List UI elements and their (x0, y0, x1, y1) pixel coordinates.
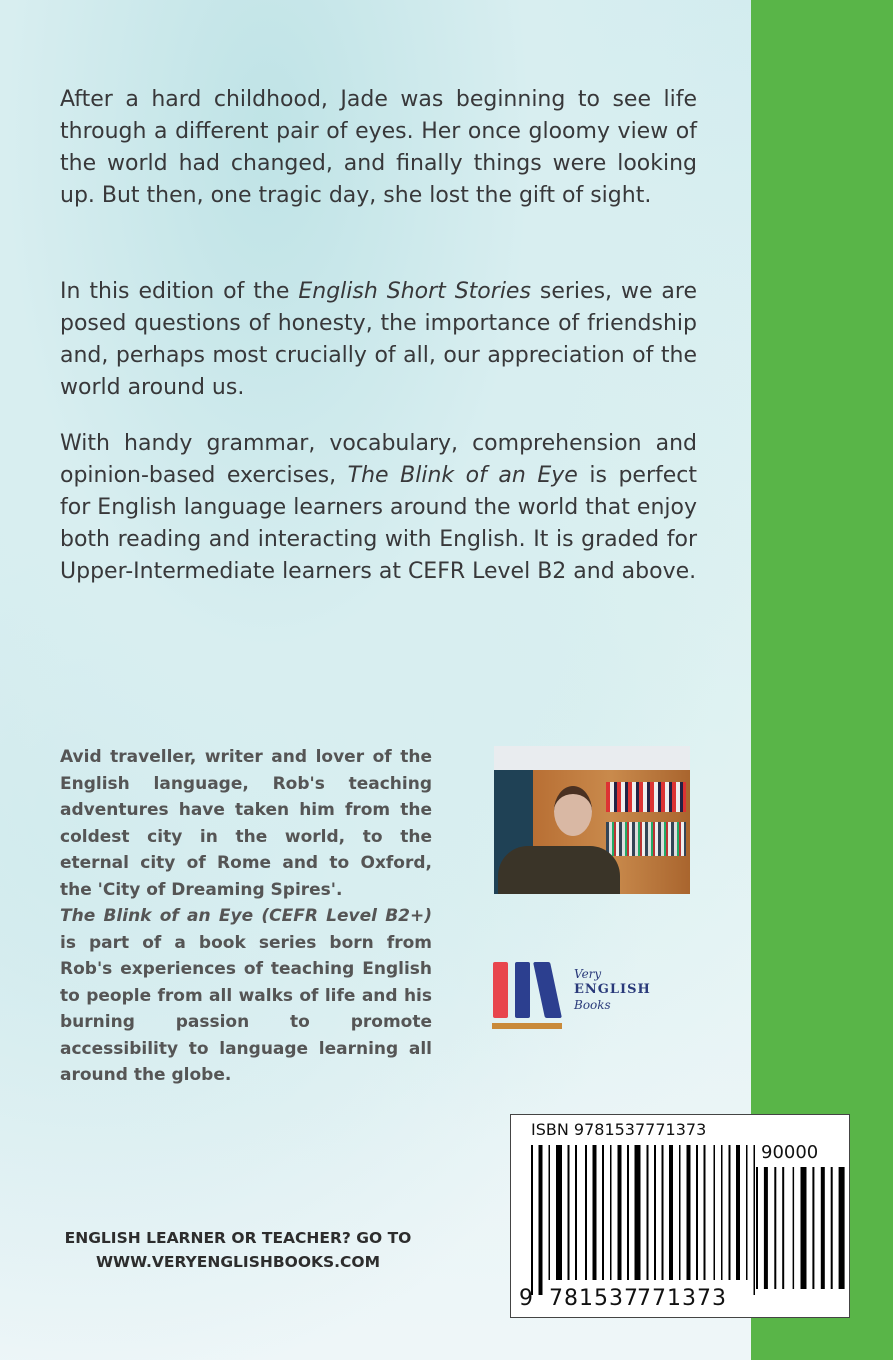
barcode-bar (602, 1145, 604, 1280)
author-photo (494, 746, 690, 894)
logo-leaning-book (533, 962, 562, 1018)
barcode-bar (531, 1145, 533, 1295)
barcode-bar (687, 1145, 691, 1280)
logo-blue-book (515, 962, 530, 1018)
series-description (60, 903, 432, 1089)
addon-bar (821, 1167, 825, 1289)
addon-bar (756, 1167, 758, 1289)
barcode-bar (585, 1145, 587, 1280)
barcode-bar (654, 1145, 656, 1280)
addon-bar (774, 1167, 776, 1289)
barcode-bar (568, 1145, 570, 1280)
barcode-digits-3: 771373 (637, 1286, 727, 1311)
blurb-paragraph-2 (60, 276, 697, 404)
barcode-bar (556, 1145, 562, 1280)
text: With handy grammar, vocabulary, comprehension and opinion-based exercises, (60, 431, 697, 488)
barcode-bar (704, 1145, 706, 1280)
addon-bar (812, 1167, 814, 1289)
blurb-paragraph-3 (60, 428, 697, 588)
barcode-bar (714, 1145, 716, 1280)
addon-bar (793, 1167, 795, 1289)
text: In this edition of the (60, 279, 299, 304)
barcode-bar (679, 1145, 681, 1280)
barcode-digit-1: 9 (519, 1286, 534, 1311)
logo-red-book (493, 962, 508, 1018)
barcode-bar (721, 1145, 723, 1280)
blurb-paragraph-1: After a hard childhood, Jade was beginning to see life through a different pair of eyes. Her once gloomy view of the world had changed, and finally things were looking up. But then, one tragic day, she lost the gift of sight. (60, 87, 697, 208)
barcode-bar (593, 1145, 597, 1280)
website-callout (40, 1226, 436, 1274)
barcode-bar (696, 1145, 698, 1280)
text: is part of a book series born from Rob's experiences of teaching English to people from all walks of life and his burning passion to promote accessibility to language learning all around the globe. (60, 932, 432, 1085)
addon-bar (782, 1167, 784, 1289)
barcode-bar (746, 1145, 748, 1280)
price-addon: 90000 (761, 1142, 819, 1163)
barcode-bar (736, 1145, 740, 1280)
barcode-bar (627, 1145, 629, 1280)
barcode-bar (754, 1145, 756, 1295)
barcode-bar (647, 1145, 649, 1280)
series-title: The Blink of an Eye (CEFR Level B2+) (60, 906, 432, 926)
barcode-digits-2: 781537 (549, 1286, 639, 1311)
book-title: The Blink of an Eye (347, 463, 578, 488)
addon-bar (839, 1167, 845, 1289)
barcode-bar (549, 1145, 551, 1280)
series-name: English Short Stories (298, 279, 531, 304)
barcode-bar (635, 1145, 641, 1280)
isbn-barcode (510, 1114, 850, 1318)
barcode-bar (662, 1145, 664, 1280)
footer-website[interactable]: WWW.VERYENGLISHBOOKS.COM (95, 1253, 381, 1271)
footer-line-1: ENGLISH LEARNER OR TEACHER? GO TO (64, 1229, 412, 1247)
logo-books: Books (574, 998, 611, 1012)
barcode-bar (610, 1145, 612, 1280)
addon-bar (831, 1167, 833, 1289)
logo-english: ENGLISH (574, 982, 651, 997)
barcode-bar (618, 1145, 622, 1280)
text: series, we are posed questions of honesty, the importance of friendship and, perhaps most crucially of all, our appreciation of the world around us. (60, 279, 698, 400)
barcode-bar (539, 1145, 543, 1295)
logo-very: Very (574, 967, 602, 981)
logo-shelf (492, 1023, 562, 1029)
logo-text (574, 967, 651, 1012)
barcode-bar (575, 1145, 577, 1280)
addon-bar (801, 1167, 807, 1289)
barcode-bar (669, 1145, 673, 1280)
author-bio: Avid traveller, writer and lover of the English language, Rob's teaching adventures have taken him from the coldest city in the world, to the eternal city of Rome and to Oxford, the 'City of Dreaming Spires'. (60, 747, 432, 900)
barcode-bar (729, 1145, 731, 1280)
isbn-label: ISBN 9781537771373 (531, 1120, 707, 1139)
text: is perfect for English language learners around the world that enjoy both reading and interacting with English. It is graded for Upper-Intermediate learners at CEFR Level B2 and above. (60, 463, 698, 584)
addon-bar (764, 1167, 768, 1289)
